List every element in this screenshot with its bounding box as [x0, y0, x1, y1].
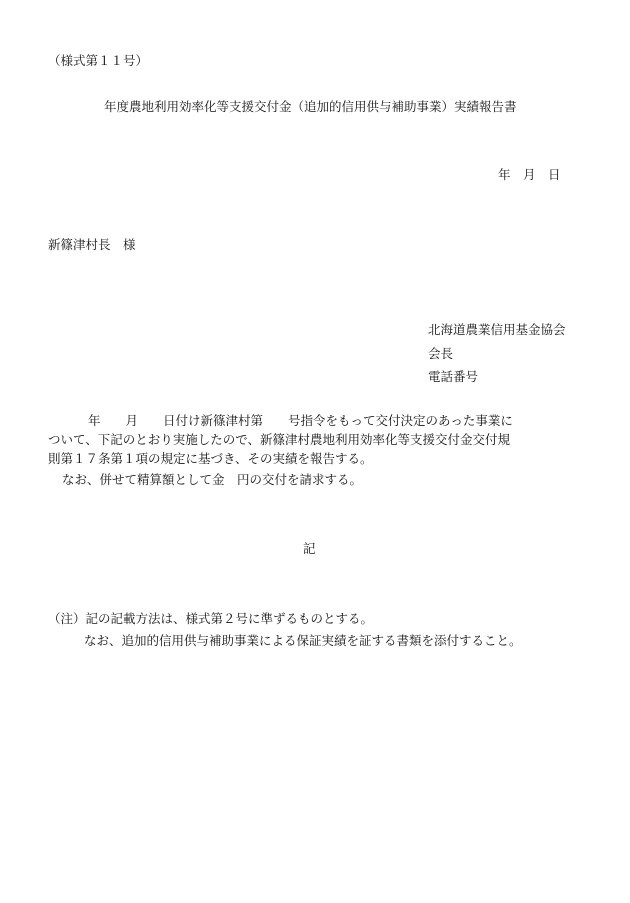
sender-phone-label: 電話番号	[428, 369, 479, 384]
body-line-1	[48, 413, 513, 429]
note-line-1: （注）記の記載方法は、様式第２号に準ずるものとする。	[48, 611, 374, 626]
addressee: 新篠津村長 様	[48, 237, 136, 252]
body-line-1-text: 年 月 日付け新篠津村第 号指令をもって交付決定のあった事業に	[88, 413, 513, 428]
body-line-4-text: なお、併せて精算額として金 円の交付を請求する。	[62, 472, 363, 487]
document-date: 年 月 日	[498, 167, 561, 182]
ki-heading: 記	[303, 541, 316, 556]
sender-organization: 北海道農業信用基金協会	[428, 322, 566, 337]
sender-role: 会長	[428, 346, 454, 361]
document-title: 年度農地利用効率化等支援交付金（追加的信用供与補助事業）実績報告書	[104, 99, 517, 114]
body-line-4	[48, 472, 362, 488]
body-line-3: 則第１７条第１項の規定に基づき、その実績を報告する。	[48, 451, 373, 466]
note-line-2: なお、追加的信用供与補助事業による保証実績を証する書類を添付すること。	[84, 633, 522, 648]
body-line-2: ついて、下記のとおり実施したので、新篠津村農地利用効率化等支援交付金交付規	[48, 432, 511, 447]
form-number: （様式第１１号）	[48, 53, 149, 68]
